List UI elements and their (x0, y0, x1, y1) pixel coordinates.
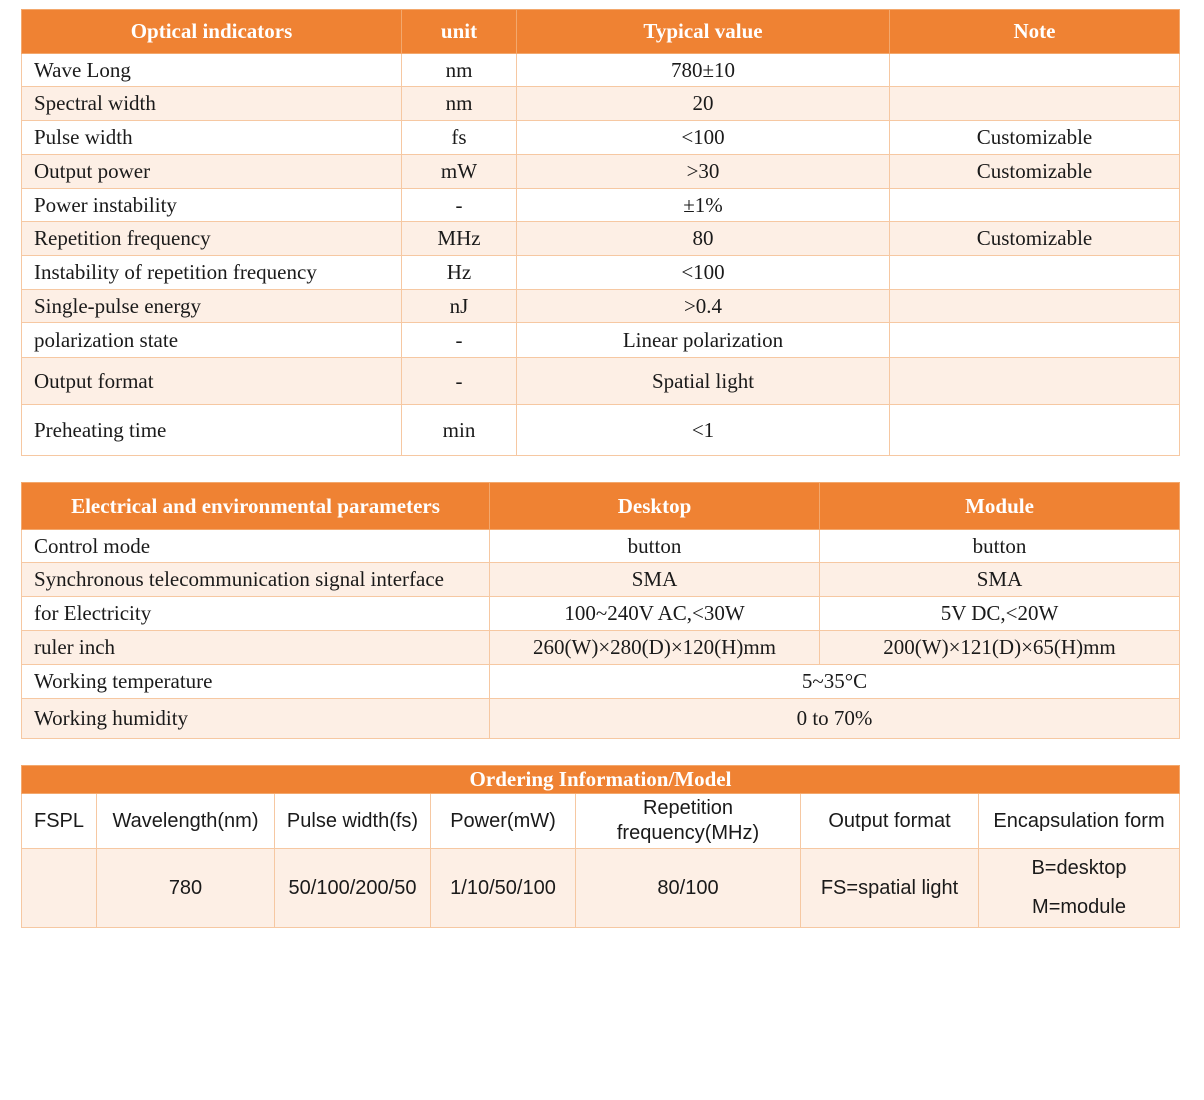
desktop-value: 100~240V AC,<30W (490, 597, 820, 631)
module-value: 200(W)×121(D)×65(H)mm (820, 631, 1180, 665)
header-electrical-parameters: Electrical and environmental parameters (22, 483, 490, 530)
col-wavelength: Wavelength(nm) (97, 794, 275, 849)
param-note (890, 256, 1180, 290)
col-encapsulation-form: Encapsulation form (979, 794, 1180, 849)
param-name: Output format (22, 358, 402, 405)
table-row (22, 87, 1180, 121)
table-row (22, 155, 1180, 189)
param-name: Pulse width (22, 121, 402, 155)
header-module: Module (820, 483, 1180, 530)
table-header-row (22, 10, 1180, 54)
header-typical-value: Typical value (517, 10, 890, 54)
value-encapsulation-form (979, 849, 1180, 928)
param-unit: fs (402, 121, 517, 155)
param-name: Control mode (22, 530, 490, 563)
param-value: >30 (517, 155, 890, 189)
desktop-value: 260(W)×280(D)×120(H)mm (490, 631, 820, 665)
desktop-value: button (490, 530, 820, 563)
param-name: Repetition frequency (22, 222, 402, 256)
param-name: for Electricity (22, 597, 490, 631)
table-row (22, 530, 1180, 563)
param-name: Working humidity (22, 699, 490, 739)
param-note (890, 290, 1180, 323)
param-name: Spectral width (22, 87, 402, 121)
param-value: Spatial light (517, 358, 890, 405)
value-repetition-frequency: 80/100 (576, 849, 801, 928)
table-row (22, 222, 1180, 256)
table-row (22, 358, 1180, 405)
table-row (22, 256, 1180, 290)
param-value: >0.4 (517, 290, 890, 323)
param-name: ruler inch (22, 631, 490, 665)
col-fspl: FSPL (22, 794, 97, 849)
param-name: polarization state (22, 323, 402, 358)
param-name: Power instability (22, 189, 402, 222)
param-unit: mW (402, 155, 517, 189)
value-pulse-width: 50/100/200/50 (275, 849, 431, 928)
value-wavelength: 780 (97, 849, 275, 928)
param-note: Customizable (890, 155, 1180, 189)
module-value: SMA (820, 563, 1180, 597)
param-name: Working temperature (22, 665, 490, 699)
param-unit: nm (402, 54, 517, 87)
param-note (890, 405, 1180, 456)
electrical-parameters-table (21, 482, 1180, 739)
col-output-format: Output format (801, 794, 979, 849)
param-note (890, 323, 1180, 358)
param-value: 80 (517, 222, 890, 256)
param-unit: - (402, 358, 517, 405)
param-note (890, 189, 1180, 222)
col-repetition-frequency: Repetition frequency(MHz) (576, 794, 801, 849)
param-value: ±1% (517, 189, 890, 222)
ordering-info-table (21, 765, 1180, 928)
param-value: <100 (517, 256, 890, 290)
module-value: button (820, 530, 1180, 563)
table-header-row (22, 483, 1180, 530)
col-power: Power(mW) (431, 794, 576, 849)
param-value: 20 (517, 87, 890, 121)
table-title-row (22, 766, 1180, 794)
module-value: 5V DC,<20W (820, 597, 1180, 631)
param-name: Instability of repetition frequency (22, 256, 402, 290)
param-value: <100 (517, 121, 890, 155)
param-unit: MHz (402, 222, 517, 256)
desktop-value: SMA (490, 563, 820, 597)
param-note: Customizable (890, 222, 1180, 256)
table-row (22, 54, 1180, 87)
param-name: Synchronous telecommunication signal interface (22, 563, 490, 597)
table-row (22, 121, 1180, 155)
table-row (22, 665, 1180, 699)
header-unit: unit (402, 10, 517, 54)
shared-value: 0 to 70% (490, 699, 1180, 739)
param-value: Linear polarization (517, 323, 890, 358)
table-row (22, 597, 1180, 631)
ordering-title: Ordering Information/Model (22, 766, 1180, 794)
param-name: Preheating time (22, 405, 402, 456)
header-note: Note (890, 10, 1180, 54)
param-name: Wave Long (22, 54, 402, 87)
param-unit: - (402, 323, 517, 358)
param-value: <1 (517, 405, 890, 456)
table-row (22, 405, 1180, 456)
param-unit: nm (402, 87, 517, 121)
param-unit: - (402, 189, 517, 222)
table-row (22, 290, 1180, 323)
param-note (890, 358, 1180, 405)
table-row (22, 631, 1180, 665)
param-note (890, 87, 1180, 121)
value-output-format: FS=spatial light (801, 849, 979, 928)
table-row (22, 189, 1180, 222)
param-value: 780±10 (517, 54, 890, 87)
table-row (22, 323, 1180, 358)
value-fspl (22, 849, 97, 928)
value-power: 1/10/50/100 (431, 849, 576, 928)
col-pulse-width: Pulse width(fs) (275, 794, 431, 849)
table-row (22, 699, 1180, 739)
param-unit: nJ (402, 290, 517, 323)
header-desktop: Desktop (490, 483, 820, 530)
param-name: Single-pulse energy (22, 290, 402, 323)
param-note: Customizable (890, 121, 1180, 155)
shared-value: 5~35°C (490, 665, 1180, 699)
param-unit: min (402, 405, 517, 456)
header-optical-indicators: Optical indicators (22, 10, 402, 54)
table-header-row (22, 794, 1180, 849)
param-unit: Hz (402, 256, 517, 290)
encapsulation-option-desktop: B=desktop (1031, 857, 1127, 879)
table-row (22, 849, 1180, 928)
optical-indicators-table (21, 9, 1180, 456)
param-note (890, 54, 1180, 87)
encapsulation-option-module: M=module (1032, 896, 1126, 918)
param-name: Output power (22, 155, 402, 189)
table-row (22, 563, 1180, 597)
